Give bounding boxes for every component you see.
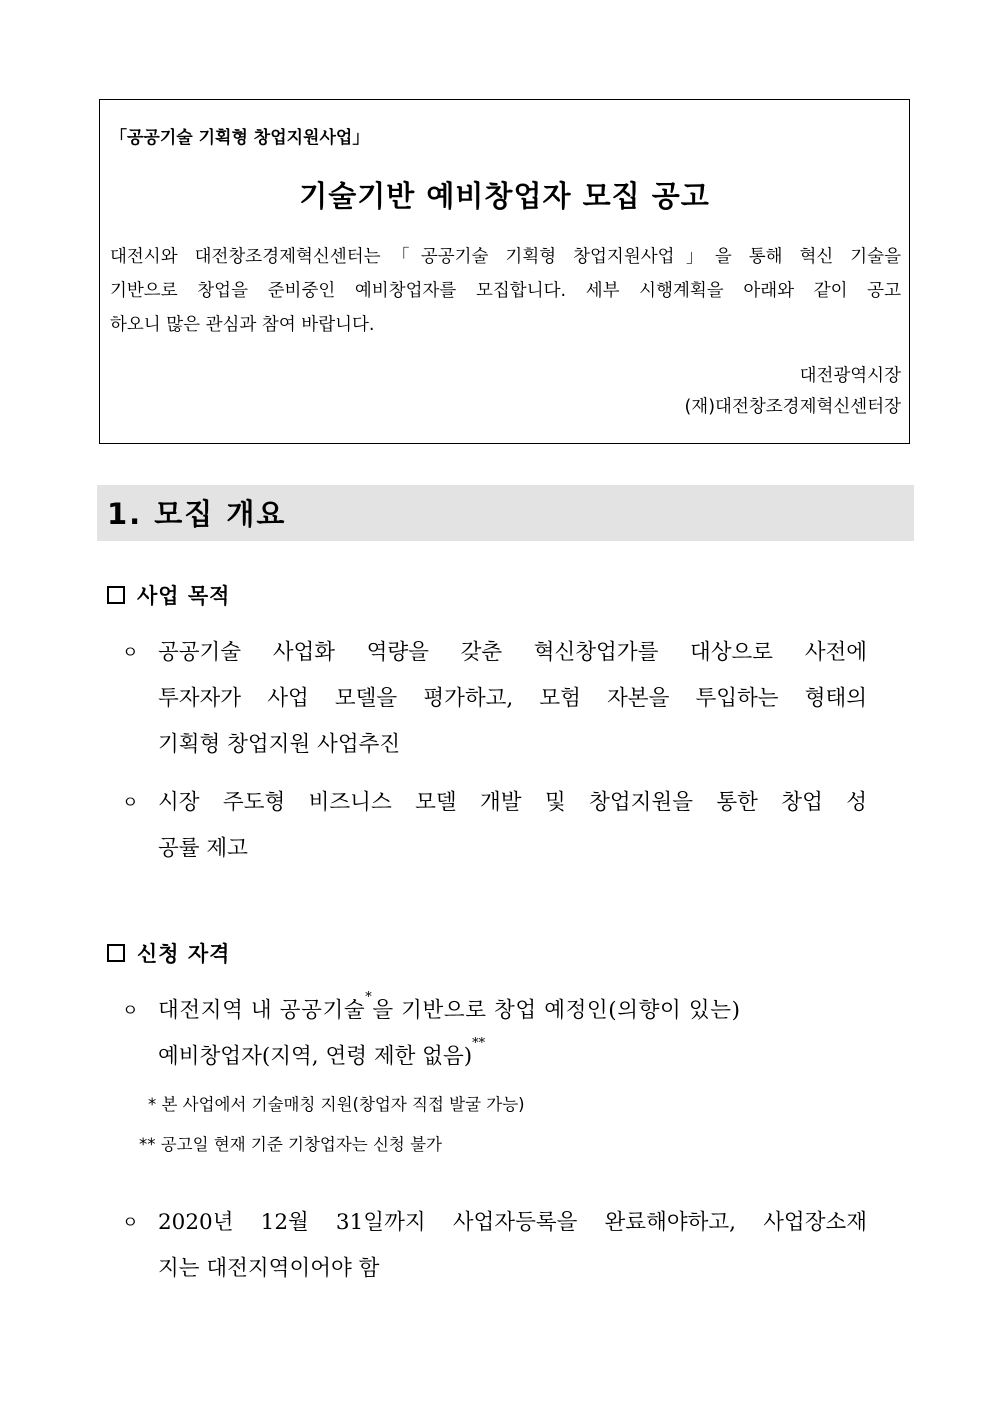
bullet-line (158, 1034, 867, 1080)
bullet-line: 기획형 창업지원 사업추진 (158, 732, 401, 757)
bullet-text (158, 780, 867, 872)
eligibility-bullet-2 (122, 1200, 867, 1292)
section-heading-bar (97, 485, 914, 541)
bullet-text-part: 을 기반으로 창업 예정인(의향이 있는) (372, 998, 741, 1023)
bullet-mark: ㅇ (122, 1001, 139, 1021)
bullet-text-part: 대전지역 내 공공기술 (158, 998, 366, 1023)
bullet-mark: ㅇ (122, 643, 139, 663)
eligibility-heading-label: 신청 자격 (137, 941, 231, 966)
bullet-text (158, 630, 867, 768)
bullet-line: 지는 대전지역이어야 함 (158, 1256, 380, 1281)
checkbox-icon (107, 586, 125, 604)
footnote-ref: * (365, 990, 373, 1005)
program-name: 「공공기술 기획형 창업지원사업」 (110, 128, 370, 148)
section-title: 1. 모집 개요 (107, 497, 287, 531)
purpose-heading-label: 사업 목적 (137, 583, 231, 608)
eligibility-bullet-1 (122, 988, 867, 1080)
bullet-line: 투자자가 사업 모델을 평가하고, 모험 자본을 투입하는 형태의 (158, 686, 867, 711)
bullet-line: 공률 제고 (158, 836, 248, 861)
bullet-line: 2020년 12월 31일까지 사업자등록을 완료해야하고, 사업장소재 (158, 1210, 867, 1235)
eligibility-heading (107, 938, 230, 968)
bullet-mark: ㅇ (122, 793, 139, 813)
footnote-ref: ** (472, 1036, 486, 1051)
signer-center-director: (재)대전창조경제혁신센터장 (684, 397, 901, 417)
bullet-text (158, 988, 867, 1080)
notice-body-line: 하오니 많은 관심과 참여 바랍니다. (110, 315, 375, 335)
bullet-line (158, 988, 867, 1034)
notice-title: 기술기반 예비창업자 모집 공고 (299, 179, 710, 213)
footnote-1: * 본 사업에서 기술매칭 지원(창업자 직접 발굴 가능) (148, 1095, 525, 1114)
bullet-line: 공공기술 사업화 역량을 갖춘 혁신창업가를 대상으로 사전에 (158, 640, 867, 665)
bullet-line: 시장 주도형 비즈니스 모델 개발 및 창업지원을 통한 창업 성 (158, 790, 867, 815)
purpose-bullet-2 (122, 780, 867, 872)
bullet-text-part: 예비창업자(지역, 연령 제한 없음) (158, 1044, 473, 1069)
checkbox-icon (107, 944, 125, 962)
purpose-heading (107, 580, 230, 610)
notice-body-line: 기반으로 창업을 준비중인 예비창업자를 모집합니다. 세부 시행계획을 아래와 같이 공고 (110, 281, 901, 301)
bullet-mark: ㅇ (122, 1213, 139, 1233)
footnote-2: ** 공고일 현재 기준 기창업자는 신청 불가 (139, 1135, 442, 1154)
notice-body-line: 대전시와 대전창조경제혁신센터는「공공기술 기획형 창업지원사업」을 통해 혁신 기술을 (110, 247, 901, 267)
purpose-bullet-1 (122, 630, 867, 768)
notice-box (99, 99, 910, 444)
signer-mayor: 대전광역시장 (799, 366, 901, 386)
notice-body (110, 240, 901, 342)
bullet-text (158, 1200, 867, 1292)
